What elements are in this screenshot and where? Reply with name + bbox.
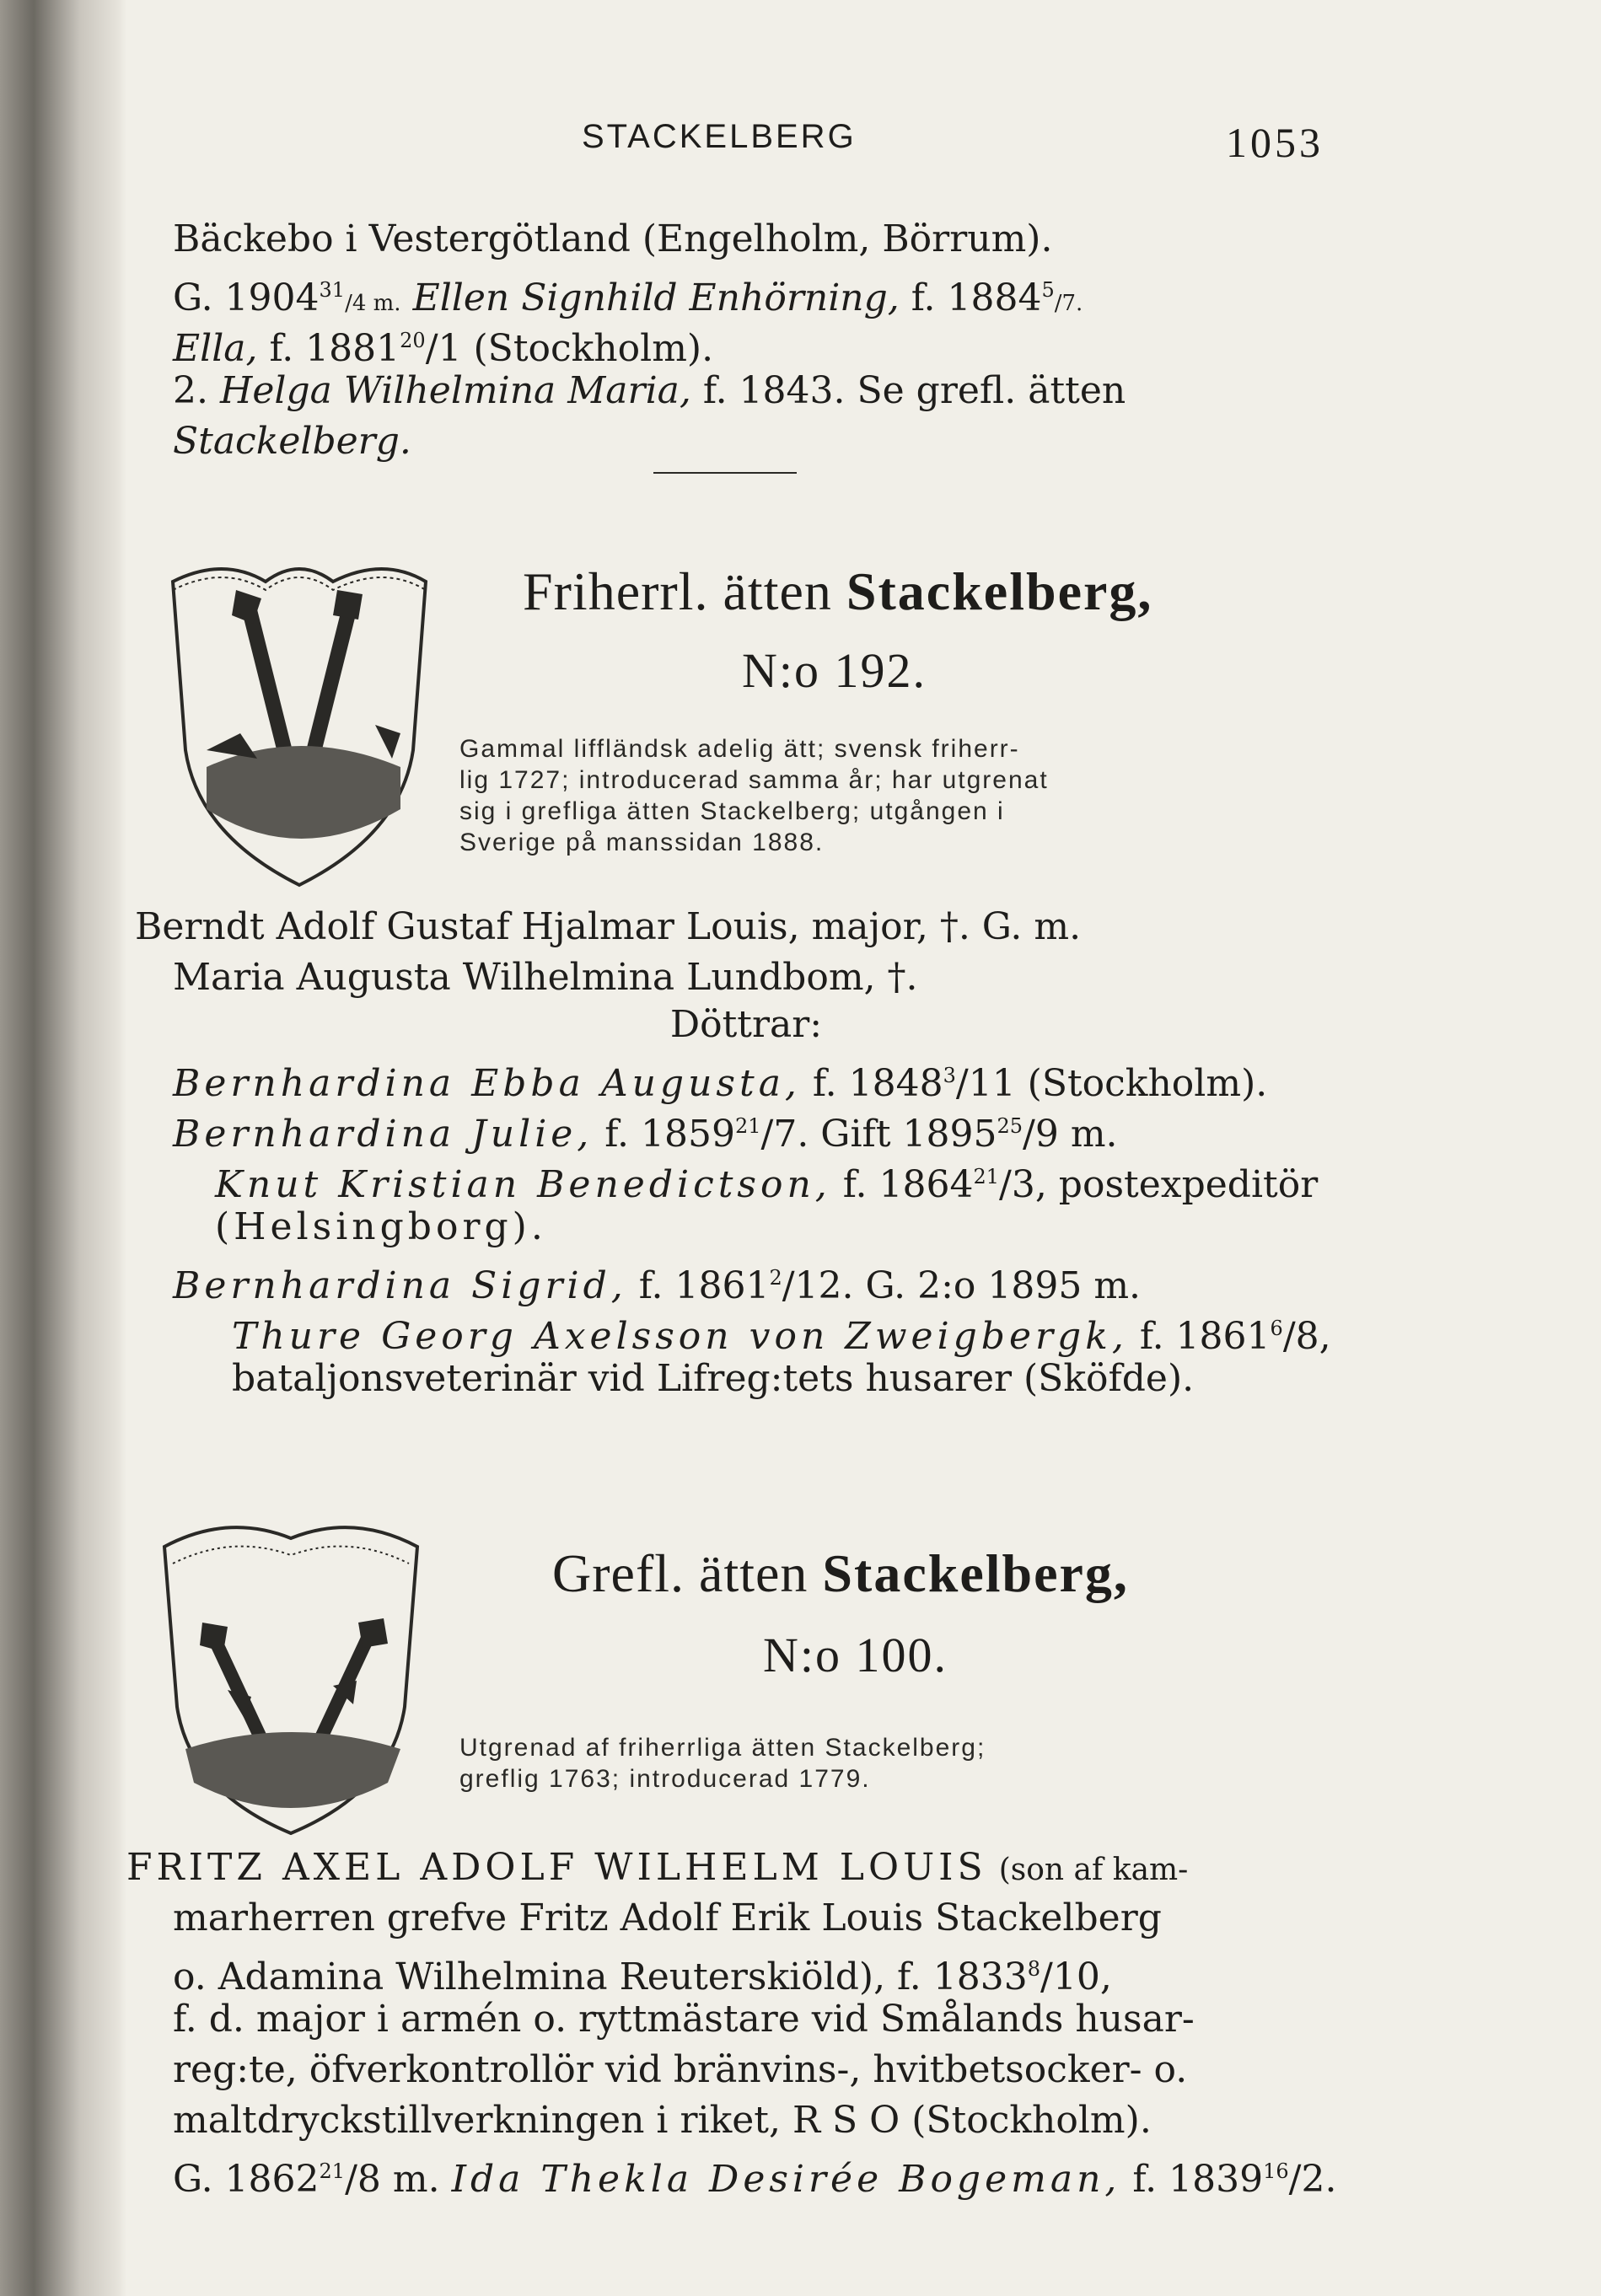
date-fraction: 25 [997, 1114, 1023, 1138]
text-line [135, 905, 1281, 949]
page-number: 1053 [1226, 119, 1324, 166]
text-line [173, 2149, 1337, 2202]
date-fraction: 21 [319, 2159, 346, 2183]
person-name: Bernhardina Ebba Augusta, [173, 1062, 801, 1105]
text-span: o. Adamina Wilhelmina Reuterskiöld), f. 1833 [173, 1955, 1028, 1998]
date-fraction: 8 [1027, 1957, 1040, 1981]
text-span: /3, postexpeditör [999, 1163, 1319, 1206]
text-line [173, 217, 1319, 261]
text-line [173, 2048, 1319, 2092]
text-span: 2. [173, 369, 208, 412]
coat-of-arms-shield-icon [156, 556, 443, 893]
date-fraction: 6 [1270, 1317, 1283, 1340]
text-line [173, 1003, 1319, 1047]
text-span: (son af kam- [998, 1853, 1189, 1887]
family-description-line: greflig 1763; introducerad 1779. [459, 1765, 871, 1793]
text-span: f. 1859 [604, 1113, 735, 1156]
text-line [173, 319, 1319, 371]
text-line [173, 956, 1319, 1000]
person-name: Helga Wilhelmina Maria, [219, 369, 691, 412]
text-span: /1 (Stockholm). [425, 327, 714, 370]
date-fraction: 21 [973, 1165, 1000, 1188]
text-span: /12. G. 2:o 1895 m. [782, 1264, 1142, 1307]
text-span: maltdryckstillverkningen i riket, R S O (Stockholm). [173, 2099, 1152, 2142]
person-name: Ellen Signhild Enhörning, [412, 276, 900, 319]
text-span: f. 1861 [638, 1264, 770, 1307]
register-number: N:o 192. [742, 643, 927, 698]
date-fraction: 21 [734, 1114, 761, 1138]
daughters-label: Döttrar: [669, 1003, 823, 1046]
text-line [173, 1998, 1319, 2041]
person-name: Ella, [173, 327, 258, 370]
text-span: Maria Augusta Wilhelmina Lundbom, †. [173, 956, 918, 999]
text-line [126, 1846, 1273, 1892]
family-description-line: sig i grefliga ätten Stackelberg; utgången i [459, 797, 1005, 825]
text-line [173, 1104, 1319, 1156]
text-span: f. 1839 [1132, 2158, 1264, 2201]
text-span: f. 1861 [1139, 1315, 1271, 1358]
text-span: /7. [1054, 291, 1083, 316]
register-number: N:o 100. [763, 1628, 948, 1682]
family-description-line: lig 1727; introducerad samma år; har utgrenat [459, 766, 1049, 794]
family-description-line: Sverige på manssidan 1888. [459, 829, 825, 856]
text-span: G. 1862 [173, 2158, 320, 2201]
person-name: Bernhardina Sigrid, [173, 1264, 627, 1307]
text-span: /7. Gift 1895 [760, 1113, 997, 1156]
text-line [173, 1896, 1319, 1940]
book-spine-shadow [0, 0, 126, 2296]
text-line [173, 1256, 1319, 1308]
family-description-line: Gammal liffländsk adelig ätt; svensk friherr- [459, 735, 1020, 763]
text-span: G. 1904 [173, 276, 320, 319]
text-span: /8 m. [345, 2158, 440, 2201]
text-span: marherren grefve Fritz Adolf Erik Louis Stackelberg [173, 1896, 1162, 1939]
section-title [523, 561, 1152, 623]
text-line [215, 1205, 1362, 1249]
text-line [173, 369, 1319, 413]
text-line [173, 1947, 1319, 1999]
family-name: Stackelberg, [846, 561, 1153, 621]
text-span: f. d. major i armén o. ryttmästare vid Smålands husar- [173, 1998, 1195, 2041]
family-name: Stackelberg, [822, 1543, 1129, 1603]
text-span: /10, [1040, 1955, 1112, 1998]
text-line [173, 2099, 1319, 2143]
person-name: Bernhardina Julie, [173, 1113, 594, 1156]
person-name: Thure Georg Axelsson von Zweigbergk, [232, 1315, 1128, 1358]
person-name: FRITZ AXEL ADOLF WILHELM LOUIS [126, 1846, 987, 1889]
date-fraction: 2 [769, 1266, 782, 1290]
text-line [232, 1357, 1378, 1401]
family-description-line: Utgrenad af friherrliga ätten Stackelberg; [459, 1734, 986, 1762]
text-span: f. 1848 [812, 1062, 943, 1105]
person-name: Stackelberg. [173, 420, 411, 463]
text-span: f. 1881 [269, 327, 400, 370]
divider [653, 472, 797, 474]
text-span: Berndt Adolf Gustaf Hjalmar Louis, major, †. G. m. [135, 905, 1082, 948]
text-span: f. 1864 [842, 1163, 974, 1206]
text-span: /2. [1288, 2158, 1337, 2201]
coat-of-arms-shield-icon [152, 1505, 430, 1842]
date-fraction: 31 [319, 278, 346, 302]
text-span: f. 1843. Se grefl. ätten [702, 369, 1126, 412]
text-line [173, 268, 1319, 325]
person-name: Knut Kristian Benedictson, [215, 1163, 831, 1206]
title-prefix: Grefl. ätten [552, 1543, 809, 1603]
text-span: f. 1884 [911, 276, 1042, 319]
text-span: Bäckebo i Vestergötland (Engelholm, Börrum). [173, 217, 1053, 260]
date-fraction: 5 [1041, 278, 1055, 302]
text-line [173, 420, 1319, 464]
text-span: /8, [1282, 1315, 1331, 1358]
place-name: (Helsingborg). [215, 1205, 547, 1248]
person-name: Ida Thekla Desirée Bogeman, [451, 2158, 1121, 2201]
date-fraction: 16 [1263, 2159, 1289, 2183]
date-fraction: 3 [943, 1064, 956, 1087]
text-span: /9 m. [1023, 1113, 1118, 1156]
text-span: reg:te, öfverkontrollör vid bränvins-, hvitbetsocker- o. [173, 2048, 1188, 2091]
date-fraction: 20 [400, 329, 426, 352]
section-title [552, 1542, 1129, 1605]
text-span: bataljonsveterinär vid Lifreg:tets husarer (Sköfde). [232, 1357, 1195, 1400]
text-span: /4 m. [345, 291, 401, 316]
text-line [232, 1306, 1378, 1359]
title-prefix: Friherrl. ätten [523, 561, 832, 621]
running-head: STACKELBERG [582, 118, 857, 155]
text-line [215, 1155, 1362, 1207]
text-span: /11 (Stockholm). [955, 1062, 1268, 1105]
text-line [173, 1054, 1319, 1106]
